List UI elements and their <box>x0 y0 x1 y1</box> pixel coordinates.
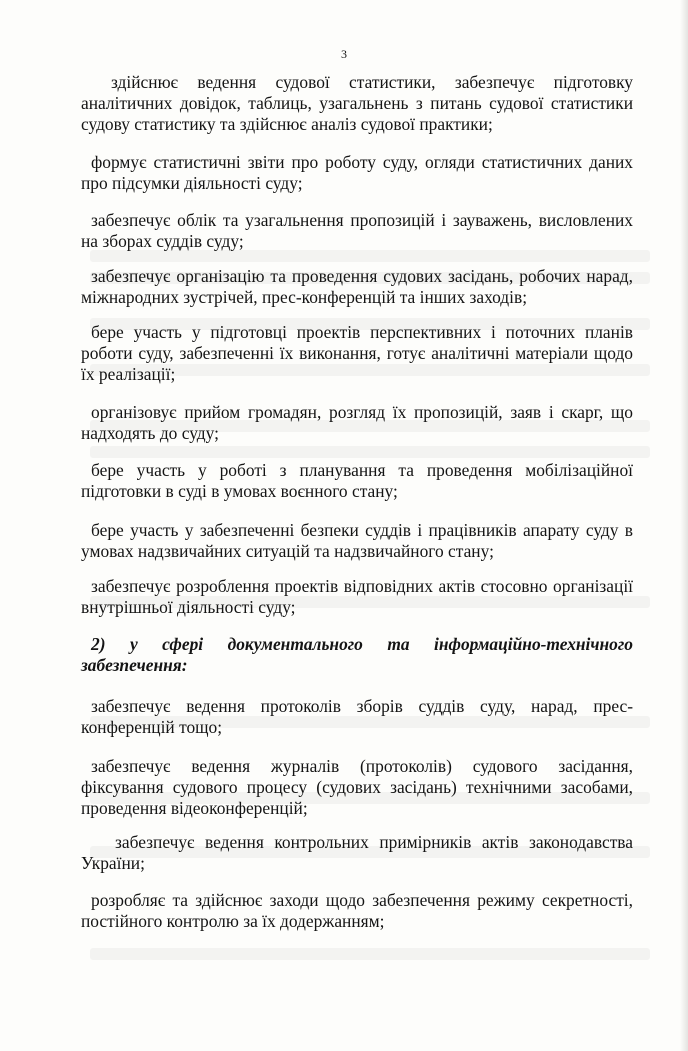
paragraph-proposals: забезпечує облік та узагальнення пропозицій і зауважень, висловлених на зборах суддів суду; <box>81 210 633 251</box>
paragraph-citizens: організовує прийом громадян, розгляд їх пропозицій, заяв і скарг, що надходять до суду; <box>81 402 633 443</box>
scan-edge-shadow <box>680 0 688 1051</box>
page-number: 3 <box>341 47 347 61</box>
section-heading: 2) у сфері документального та інформаційно-технічного забезпечення: <box>81 634 633 675</box>
paragraph-control-copies: забезпечує ведення контрольних примірників актів законодавства України; <box>81 832 633 873</box>
paragraph-meetings: забезпечує організацію та проведення судових засідань, робочих нарад, міжнародних зустрічей, прес-конференцій та інших заходів; <box>81 266 633 307</box>
paragraph-secrecy: розробляє та здійснює заходи щодо забезпечення режиму секретності, постійного контролю за їх додержанням; <box>81 890 633 931</box>
paragraph-acts: забезпечує розроблення проектів відповідних актів стосовно організації внутрішньої діяльності суду; <box>81 576 633 617</box>
paragraph-protocols: забезпечує ведення протоколів зборів суддів суду, нарад, прес-конференцій тощо; <box>81 696 633 737</box>
paragraph-plans: бере участь у підготовці проектів перспективних і поточних планів роботи суду, забезпеченні їх виконання, готує аналітичні матеріали щодо їх реалізації; <box>81 322 633 384</box>
show-through-line <box>90 446 650 458</box>
paragraph-mobilization: бере участь у роботі з планування та проведення мобілізаційної підготовки в суді в умовах воєнного стану; <box>81 460 633 501</box>
paragraph-security: бере участь у забезпеченні безпеки суддів і працівників апарату суду в умовах надзвичайних ситуацій та надзвичайного стану; <box>81 520 633 561</box>
paragraph-reports: формує статистичні звіти про роботу суду, огляди статистичних даних про підсумки діяльності суду; <box>81 152 633 193</box>
show-through-line <box>90 948 650 960</box>
paragraph-journals: забезпечує ведення журналів (протоколів) судового засідання, фіксування судового процесу (судових засідань) технічними засобами, проведення відеоконференцій; <box>81 756 633 818</box>
paragraph-statistics: здійснює ведення судової статистики, забезпечує підготовку аналітичних довідок, таблиць, узагальнень з питань судової статистики судову статистику та здійснює аналіз судової практики; <box>81 72 633 134</box>
